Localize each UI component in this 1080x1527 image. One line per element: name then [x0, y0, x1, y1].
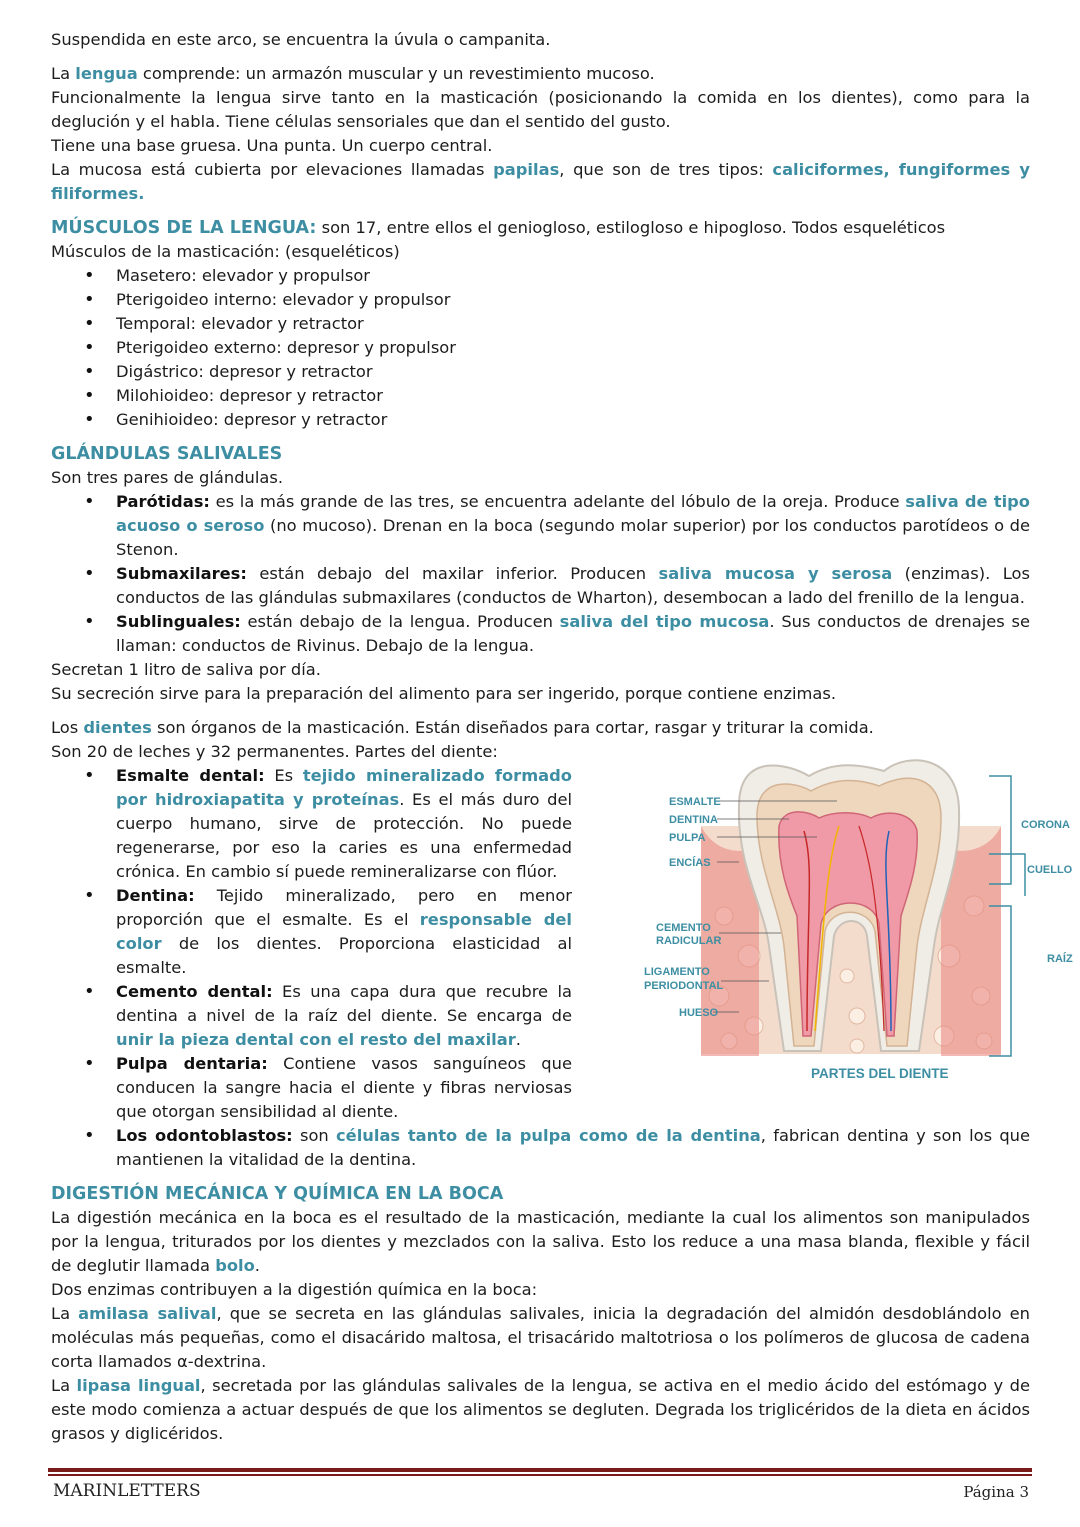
list-item: • Sublinguales: están debajo de la lengua. Producen saliva del tipo mucosa. Sus conductos de drenajes se llaman: conductos de Rivinus. Debajo de la lengua. [51, 610, 1030, 658]
label-raiz: RAÍZ [1047, 953, 1073, 965]
footer-rule-thin [48, 1474, 1032, 1476]
list-item: • Pterigoideo externo: depresor y propulsor [51, 336, 1030, 360]
dientes-term: dientes [83, 718, 152, 737]
glandulas-section [51, 442, 1030, 706]
list-item: • Dentina: Tejido mineralizado, pero en menor proporción que el esmalte. Es el responsable del color de los dientes. Proporciona elasticidad al esmalte. [51, 884, 572, 980]
list-item: • Cemento dental: Es una capa dura que recubre la dentina a nivel de la raíz del diente. Se encarga de unir la pieza dental con el resto del maxilar. [51, 980, 572, 1052]
lengua-term: lengua [75, 64, 138, 83]
figure-caption: PARTES DEL DIENTE [811, 1066, 949, 1081]
list-item: • Los odontoblastos: son células tanto de la pulpa como de la dentina, fabrican dentina y son los que mantienen la vitalidad de la dentina. [51, 1124, 1030, 1172]
glandulas-intro: Son tres pares de glándulas. [51, 468, 283, 487]
label-encias: ENCÍAS [669, 857, 711, 869]
odontoblastos-list [51, 1124, 1030, 1172]
footer-author: MARINLETTERS [53, 1481, 201, 1501]
digestion-paragraph-1: La digestión mecánica en la boca es el resultado de la masticación, mediante la cual los alimentos son manipulados por la lengua, triturados por los dientes y mezclados con la saliva. Esto los reduce a una masa blanda, flexible y fácil de deglutir llamada bolo. [51, 1208, 1030, 1275]
list-item: • Genihioideo: depresor y retractor [51, 408, 1030, 432]
list-item: • Milohioideo: depresor y retractor [51, 384, 1030, 408]
lengua-paragraph-1: La lengua comprende: un armazón muscular y un revestimiento mucoso. [51, 64, 655, 83]
glandulas-heading: GLÁNDULAS SALIVALES [51, 444, 283, 464]
label-pulpa: PULPA [669, 832, 706, 844]
list-item: • Esmalte dental: Es tejido mineralizado formado por hidroxiapatita y proteínas. Es el más duro del cuerpo humano, sirve de protección. No puede regenerarse, por eso la caries es una enfermedad crónica. En cambio sí puede remineralizarse con flúor. [51, 764, 572, 884]
label-cuello: CUELLO [1027, 864, 1073, 876]
lengua-paragraph-3: Tiene una base gruesa. Una punta. Un cuerpo central. [51, 136, 493, 155]
page-content [51, 28, 1073, 1446]
lengua-section [51, 62, 1030, 206]
list-item: • Parótidas: es la más grande de las tres, se encuentra adelante del lóbulo de la oreja. Produce saliva de tipo acuoso o seroso (no mucoso). Drenan en la boca (segundo molar superior) por los conductos parotídeos o de Stenon. [51, 490, 1030, 562]
label-cemento: CEMENTO [656, 922, 711, 934]
glandulas-list [51, 490, 1030, 658]
label-corona: CORONA [1021, 819, 1070, 831]
dientes-paragraph-1: Los dientes son órganos de la masticación. Están diseñados para cortar, rasgar y triturar la comida. [51, 718, 874, 737]
lipasa-term: lipasa lingual [76, 1376, 201, 1395]
label-periodontal: PERIODONTAL [644, 980, 724, 992]
dientes-section [51, 716, 1073, 1172]
label-dentina: DENTINA [669, 814, 718, 826]
list-item: • Submaxilares: están debajo del maxilar inferior. Producen saliva mucosa y serosa (enzimas). Los conductos de las glándulas submaxilares (conductos de Wharton), desembocan a lado del frenillo de la lengua. [51, 562, 1030, 610]
label-ligamento: LIGAMENTO [644, 966, 710, 978]
footer-page-number: Página 3 [963, 1483, 1029, 1501]
tooth-diagram [589, 756, 1073, 1086]
tooth-parts-list [51, 764, 572, 1124]
list-item: • Digástrico: depresor y retractor [51, 360, 1030, 384]
dientes-paragraph-2: Son 20 de leches y 32 permanentes. Partes del diente: [51, 742, 498, 761]
lengua-paragraph-2: Funcionalmente la lengua sirve tanto en la masticación (posicionando la comida en los dientes), como para la deglución y el habla. Tiene células sensoriales que dan el sentido del gusto. [51, 88, 1030, 131]
digestion-paragraph-4: La lipasa lingual, secretada por las glándulas salivales de la lengua, se activa en el medio ácido del estómago y de este modo comienza a actuar después de que los alimentos se degluten. Degrada los triglicéridos de la dieta en ácidos grasos y diglicéridos. [51, 1376, 1030, 1443]
glandulas-after-2: Su secreción sirve para la preparación del alimento para ser ingerido, porque contiene enzimas. [51, 684, 837, 703]
glandulas-after-1: Secretan 1 litro de saliva por día. [51, 660, 321, 679]
lengua-paragraph-4: La mucosa está cubierta por elevaciones llamadas papilas, que son de tres tipos: caliciformes, fungiformes y filiformes. [51, 160, 1030, 203]
uvula-sentence: Suspendida en este arco, se encuentra la úvula o campanita. [51, 30, 551, 49]
list-item: • Pulpa dentaria: Contiene vasos sanguíneos que conducen la sangre hacia el diente y fibras nerviosas que otorgan sensibilidad al diente. [51, 1052, 572, 1124]
papilas-types: caliciformes, fungiformes y filiformes. [51, 160, 1030, 203]
digestion-paragraph-2: Dos enzimas contribuyen a la digestión química en la boca: [51, 1280, 538, 1299]
list-item: • Masetero: elevador y propulsor [51, 264, 1030, 288]
list-item: • Pterigoideo interno: elevador y propulsor [51, 288, 1030, 312]
musculos-heading: MÚSCULOS DE LA LENGUA: son 17, entre ellos el geniogloso, estilogloso e hipogloso. Todos esqueléticos [51, 218, 946, 238]
bolo-term: bolo [215, 1256, 255, 1275]
digestion-paragraph-3: La amilasa salival, que se secreta en las glándulas salivales, inicia la degradación del almidón desdoblándolo en moléculas más pequeñas, como el disacárido maltosa, el trisacárido maltotriosa o los polímeros de glucosa de cadena corta llamados α-dextrina. [51, 1304, 1030, 1371]
label-radicular: RADICULAR [656, 935, 722, 947]
papilas-term: papilas [493, 160, 560, 179]
footer-rule-thick [48, 1468, 1032, 1472]
label-hueso: HUESO [679, 1007, 719, 1019]
digestion-section [51, 1182, 1030, 1446]
musculos-section [51, 216, 1030, 432]
musculos-subtitle: Músculos de la masticación: (esqueléticos) [51, 242, 400, 261]
musculos-list [51, 264, 1030, 432]
list-item: • Temporal: elevador y retractor [51, 312, 1030, 336]
label-esmalte: ESMALTE [669, 796, 721, 808]
amilasa-term: amilasa salival [78, 1304, 217, 1323]
digestion-heading: DIGESTIÓN MECÁNICA Y QUÍMICA EN LA BOCA [51, 1184, 504, 1204]
tooth-parts-block [51, 764, 1073, 1124]
